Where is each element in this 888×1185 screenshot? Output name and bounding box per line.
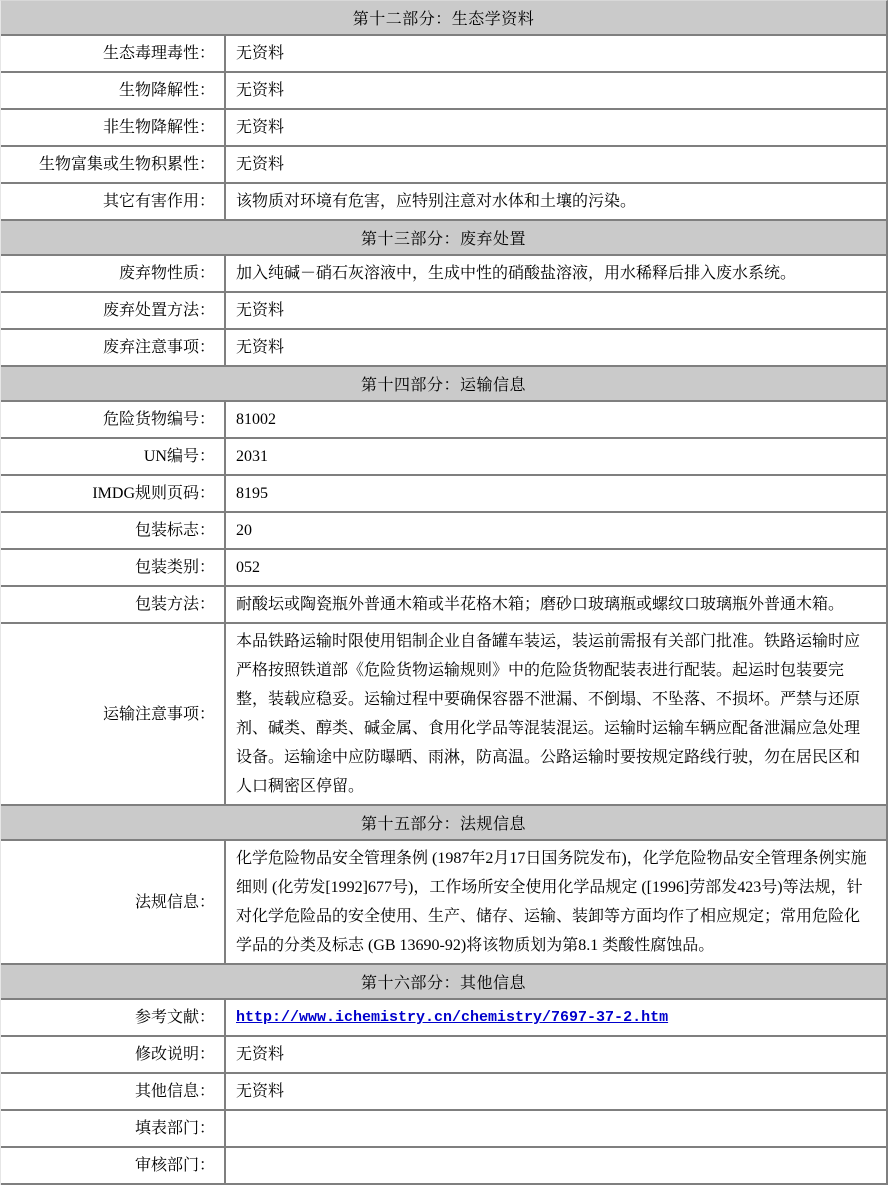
row-value: 耐酸坛或陶瓷瓶外普通木箱或半花格木箱；磨砂口玻璃瓶或螺纹口玻璃瓶外普通木箱。 xyxy=(236,596,845,613)
section-header: 第十六部分：其他信息 xyxy=(1,965,886,1000)
row-value xyxy=(226,1111,886,1146)
table-row xyxy=(1,841,886,965)
row-value: 无资料 xyxy=(236,1083,285,1100)
table-row xyxy=(1,36,886,73)
row-value: 无资料 xyxy=(236,45,285,62)
row-value: 无资料 xyxy=(236,119,285,136)
table-row xyxy=(1,256,886,293)
row-value: 无资料 xyxy=(236,82,285,99)
row-value: 8195 xyxy=(236,485,268,502)
table-row xyxy=(1,1037,886,1074)
table-row xyxy=(1,184,886,221)
table-row xyxy=(1,110,886,147)
row-value: 81002 xyxy=(236,411,276,428)
row-label: 包装类别： xyxy=(1,550,226,585)
row-value xyxy=(226,1000,886,1035)
row-value: 052 xyxy=(236,559,260,576)
row-value: 本品铁路运输时限使用铝制企业自备罐车装运，装运前需报有关部门批准。铁路运输时应严格按照铁道部《危险货物运输规则》中的危险货物配装表进行配装。起运时包装要完整，装载应稳妥。运输过程中要确保容器不泄漏、不倒塌、不坠落、不损坏。严禁与还原剂、碱类、醇类、碱金属、食用化学品等混装混运。运输时运输车辆应配备泄漏应急处理设备。运输途中应防曝晒、雨淋，防高温。公路运输时要按规定路线行驶，勿在居民区和人口稠密区停留。 xyxy=(236,633,861,795)
table-row xyxy=(1,624,886,806)
row-label: 危险货物编号： xyxy=(1,402,226,437)
row-value: 无资料 xyxy=(236,339,285,356)
row-label: UN编号： xyxy=(1,439,226,474)
table-row xyxy=(1,439,886,476)
table-row xyxy=(1,1000,886,1037)
row-label: 废弃注意事项： xyxy=(1,330,226,365)
table-row xyxy=(1,550,886,587)
row-label: 包装标志： xyxy=(1,513,226,548)
table-row xyxy=(1,73,886,110)
section-header: 第十三部分：废弃处置 xyxy=(1,221,886,256)
row-label: 其它有害作用： xyxy=(1,184,226,219)
row-label: 运输注意事项： xyxy=(1,624,226,804)
table-row xyxy=(1,513,886,550)
table-row xyxy=(1,1074,886,1111)
row-value: 该物质对环境有危害，应特别注意对水体和土壤的污染。 xyxy=(236,193,637,210)
row-value: 化学危险物品安全管理条例 (1987年2月17日国务院发布)，化学危险物品安全管理条例实施细则 (化劳发[1992]677号)，工作场所安全使用化学品规定 ([1996]劳部发423号)等法规，针对化学危险品的安全使用、生产、储存、运输、装卸等方面均作了相应规定；常用危险化学品的分类及标志 (GB 13690-92)将该物质划为第8.1 类酸性腐蚀品。 xyxy=(236,850,867,954)
row-label: 填表部门： xyxy=(1,1111,226,1146)
row-label: 非生物降解性： xyxy=(1,110,226,145)
row-label: 包装方法： xyxy=(1,587,226,622)
row-value: 2031 xyxy=(236,448,268,465)
table-row xyxy=(1,293,886,330)
row-label: 法规信息： xyxy=(1,841,226,963)
table-row xyxy=(1,1148,886,1185)
table-row xyxy=(1,402,886,439)
section-header: 第十二部分：生态学资料 xyxy=(1,1,886,36)
table-row xyxy=(1,587,886,624)
table-row xyxy=(1,1111,886,1148)
row-label: 废弃处置方法： xyxy=(1,293,226,328)
row-value: 无资料 xyxy=(236,156,285,173)
row-label: 生物富集或生物积累性： xyxy=(1,147,226,182)
table-row xyxy=(1,147,886,184)
row-label: 废弃物性质： xyxy=(1,256,226,291)
section-header: 第十四部分：运输信息 xyxy=(1,367,886,402)
row-label: 其他信息： xyxy=(1,1074,226,1109)
row-label: 修改说明： xyxy=(1,1037,226,1072)
row-label: IMDG规则页码： xyxy=(1,476,226,511)
row-value: 加入纯碱－硝石灰溶液中，生成中性的硝酸盐溶液，用水稀释后排入废水系统。 xyxy=(236,265,797,282)
table-row xyxy=(1,330,886,367)
row-label: 参考文献： xyxy=(1,1000,226,1035)
section-header: 第十五部分：法规信息 xyxy=(1,806,886,841)
row-label: 审核部门： xyxy=(1,1148,226,1183)
row-value xyxy=(226,1148,886,1183)
row-value: 20 xyxy=(236,522,252,539)
reference-link[interactable]: http://www.ichemistry.cn/chemistry/7697-37-2.htm xyxy=(236,1009,669,1026)
row-label: 生物降解性： xyxy=(1,73,226,108)
row-value: 无资料 xyxy=(236,302,285,319)
row-label: 生态毒理毒性： xyxy=(1,36,226,71)
row-value: 无资料 xyxy=(236,1046,285,1063)
table-row xyxy=(1,476,886,513)
